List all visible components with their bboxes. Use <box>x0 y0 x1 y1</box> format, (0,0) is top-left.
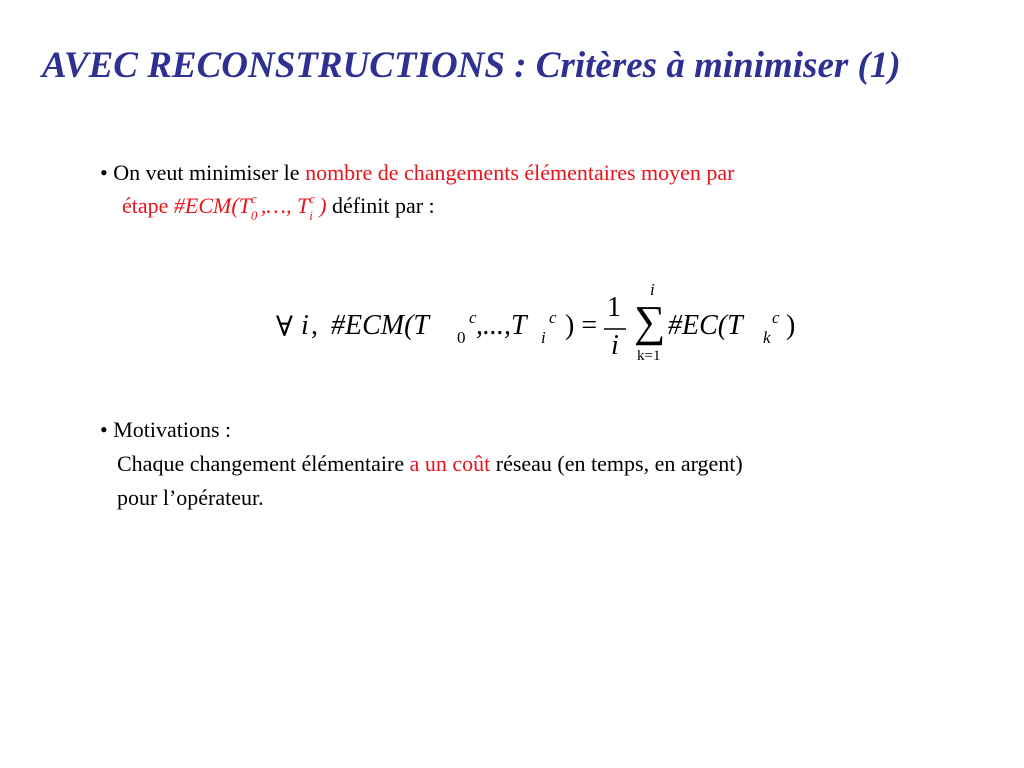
highlight-cost: a un coût <box>409 451 491 476</box>
formula-sub-i: i <box>541 328 546 347</box>
sup-c: c <box>250 191 257 206</box>
bullet-dot: • <box>100 160 108 185</box>
bullet-motivations <box>100 413 960 515</box>
formula-sub-k: k <box>763 328 771 347</box>
formula-comma: , <box>311 310 318 341</box>
ecm-formula <box>276 280 816 370</box>
ecm-close: ) <box>319 193 327 218</box>
sum-upper-limit: i <box>650 280 655 299</box>
fraction-numerator: 1 <box>607 292 621 323</box>
formula-sup-c2: c <box>549 308 557 327</box>
ecm-notation <box>173 191 327 223</box>
sub-i: i <box>309 208 313 223</box>
motivation-text-b: réseau (en temps, en argent) <box>490 451 743 476</box>
formula-i: i <box>301 310 309 341</box>
fraction-denominator: i <box>611 330 619 361</box>
formula-ecm: #ECM(T <box>331 310 429 341</box>
ecm-t0-indices <box>250 191 261 223</box>
motivations-label: Motivations : <box>113 417 232 442</box>
highlight-text-2: étape <box>122 193 174 218</box>
formula-ec: #EC(T <box>668 310 743 341</box>
formula-close: ) <box>786 310 796 341</box>
formula-dots-t: ,...,T <box>476 310 527 341</box>
sup-c: c <box>309 191 315 206</box>
bullet-tail-text: définit par : <box>326 193 435 218</box>
ecm-ti-indices <box>309 191 319 223</box>
bullet-dot: • <box>100 417 108 442</box>
sum-lower-limit: k=1 <box>637 348 661 364</box>
bullet-criterion <box>100 156 940 222</box>
forall-symbol: ∀ <box>276 312 293 343</box>
formula-close-eq: ) = <box>565 310 598 341</box>
slide-title: AVEC RECONSTRUCTIONS : Critères à minimiser (1) <box>42 45 901 86</box>
formula-sup-c3: c <box>772 308 780 327</box>
motivation-line-1 <box>100 447 960 481</box>
motivation-text-a: Chaque changement élémentaire <box>117 451 410 476</box>
sub-0: 0 <box>250 208 258 223</box>
motivation-line-2: pour l’opérateur. <box>117 485 264 510</box>
ecm-prefix: #ECM(T <box>173 193 251 218</box>
formula-sup-c1: c <box>469 308 477 327</box>
summation-symbol: ∑ <box>634 297 666 346</box>
bullet-lead-text: On veut minimiser le <box>113 160 306 185</box>
bullet-line-2 <box>100 189 940 222</box>
highlight-text-1: nombre de changements élémentaires moyen par <box>305 160 735 185</box>
ecm-mid: ,…, T <box>260 193 310 218</box>
formula-sub-0: 0 <box>457 328 466 347</box>
